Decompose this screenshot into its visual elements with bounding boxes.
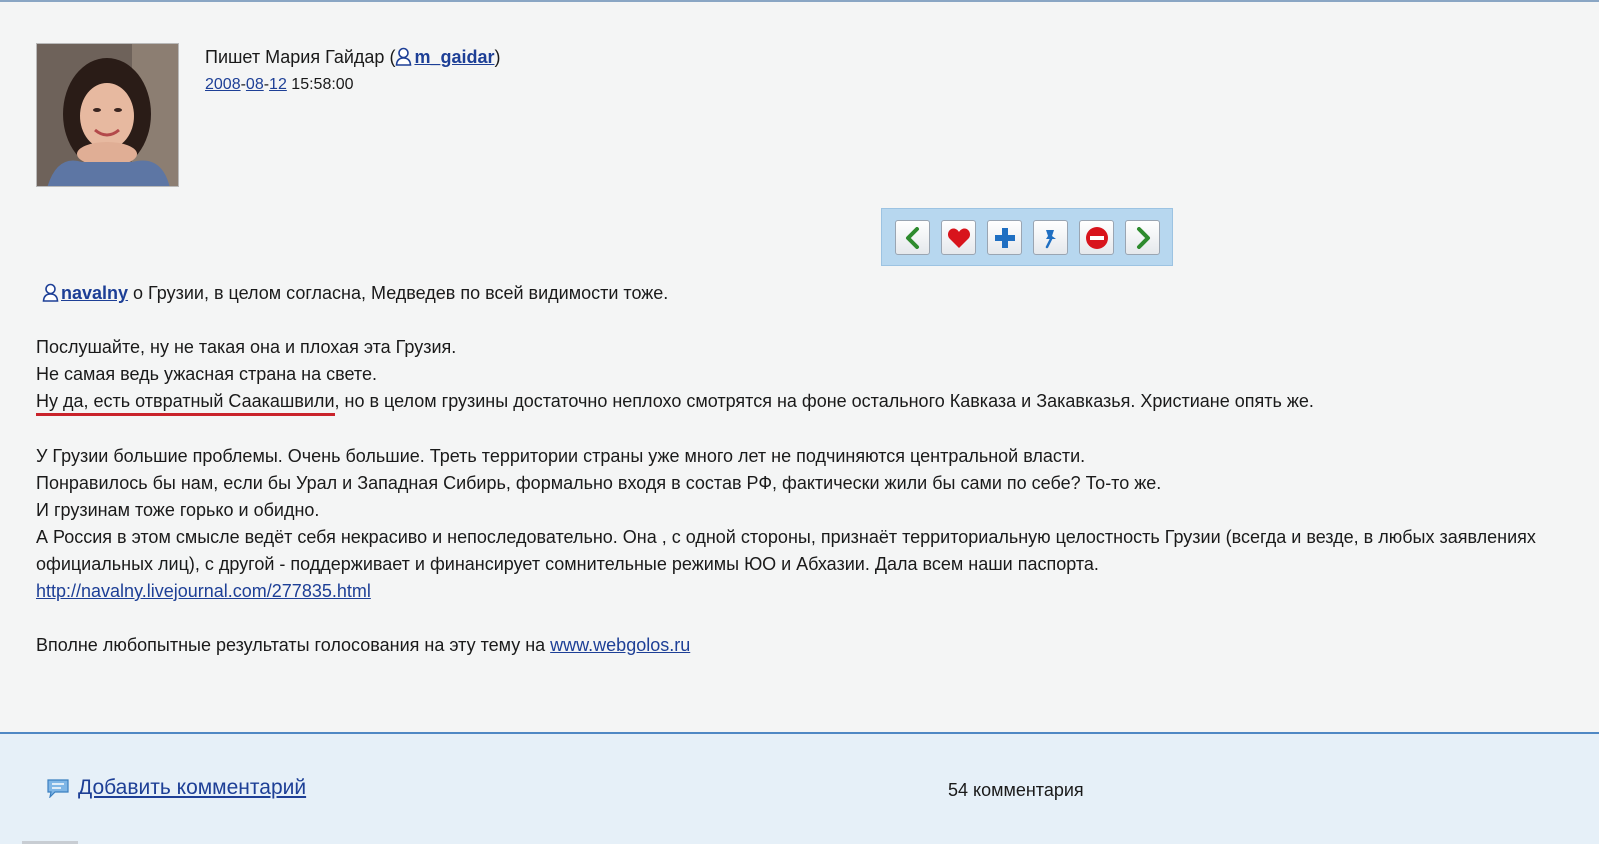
flag-button[interactable] xyxy=(1079,220,1114,255)
comments-footer xyxy=(0,732,1599,844)
post-action-toolbar xyxy=(881,208,1173,266)
paragraph-line: А Россия в этом смысле ведёт себя некрасиво и непоследовательно. Она , с одной стороны, признаёт территориальную целостность Грузии (всегда и везде, в любых заявлениях официальных лиц), с другой - поддерживает и финансирует сомнительные режимы ЮО и Абхазии. Дала всем наши паспорта. xyxy=(36,527,1536,574)
date-day-link[interactable]: 12 xyxy=(269,76,287,93)
heart-icon xyxy=(947,227,971,249)
date-month-link[interactable]: 08 xyxy=(245,76,264,93)
paragraph-line: И грузинам тоже горько и обидно. xyxy=(36,500,320,520)
plus-icon xyxy=(994,227,1016,249)
stop-icon xyxy=(1085,226,1109,250)
top-rule xyxy=(0,0,1599,2)
author-suffix: ) xyxy=(494,47,501,67)
navalny-post-link[interactable]: http://navalny.livejournal.com/277835.html xyxy=(36,581,371,601)
prev-post-button[interactable] xyxy=(895,220,930,255)
author-username-link[interactable]: m_gaidar xyxy=(414,47,495,67)
comments-count[interactable]: 54 комментария xyxy=(948,780,1084,800)
post-time: 15:58:00 xyxy=(291,76,354,93)
webgolos-link[interactable]: www.webgolos.ru xyxy=(550,635,691,655)
mention-rest-text: о Грузии, в целом согласна, Медведев по всей видимости тоже. xyxy=(128,283,669,303)
add-comment-label: Добавить комментарий xyxy=(78,776,307,799)
paragraph-text: Вполне любопытные результаты голосования на эту тему на xyxy=(36,635,551,655)
pin-icon xyxy=(1040,227,1062,249)
author-prefix: Пишет Мария Гайдар ( xyxy=(205,47,396,67)
paragraph-line xyxy=(36,388,1566,415)
paragraph-line: Послушайте, ну не такая она и плохая эта Грузия. xyxy=(36,337,457,357)
post-mention-line xyxy=(36,280,1566,307)
next-arrow-icon xyxy=(1133,227,1153,249)
user-icon xyxy=(42,283,59,302)
post-paragraph-2 xyxy=(36,334,1566,415)
add-friend-button[interactable] xyxy=(987,220,1022,255)
post-paragraph-3 xyxy=(36,443,1566,605)
add-to-memories-button[interactable] xyxy=(941,220,976,255)
post-date: 2008-08-12 15:58:00 xyxy=(205,76,354,93)
highlighted-phrase: Ну да, есть отвратный Саакашвили xyxy=(36,391,335,416)
paragraph-line: Понравилось бы нам, если бы Урал и Западная Сибирь, формально входя в состав РФ, фактически жили бы сами по себе? То-то же. xyxy=(36,473,1162,493)
paragraph-line: У Грузии большие проблемы. Очень большие. Треть территории страны уже много лет не подчиняются центральной власти. xyxy=(36,446,1086,466)
user-icon xyxy=(395,47,412,66)
paragraph-rest: , но в целом грузины достаточно неплохо смотрятся на фоне остального Кавказа и Закавказья. Христиане опять же. xyxy=(334,391,1314,411)
add-comment-button[interactable] xyxy=(46,776,306,800)
author-line xyxy=(205,46,500,68)
next-post-button[interactable] xyxy=(1125,220,1160,255)
prev-arrow-icon xyxy=(903,227,923,249)
author-avatar[interactable] xyxy=(36,43,179,187)
mention-user-link[interactable]: navalny xyxy=(61,283,129,303)
paragraph-line: Не самая ведь ужасная страна на свете. xyxy=(36,364,377,384)
track-button[interactable] xyxy=(1033,220,1068,255)
comment-bubble-icon xyxy=(46,778,70,798)
date-year-link[interactable]: 2008 xyxy=(205,76,241,93)
post-paragraph-4 xyxy=(36,632,1566,659)
